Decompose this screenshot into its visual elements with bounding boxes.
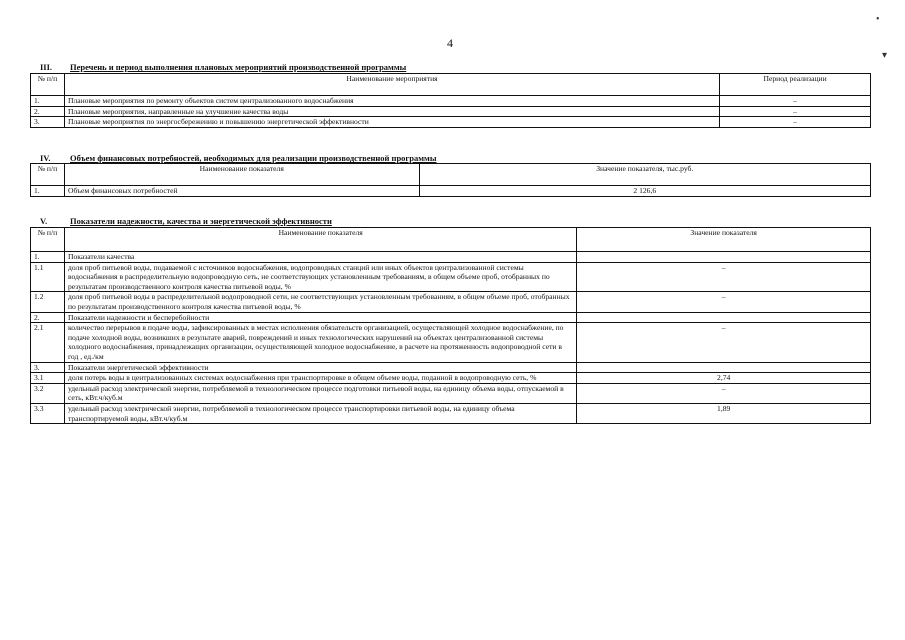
scan-speck: ▾ <box>882 50 888 61</box>
row-value: – <box>577 262 871 292</box>
row-name: Показатели надежности и бесперебойности <box>64 312 576 323</box>
section-3-title <box>40 62 406 72</box>
section-heading: Объем финансовых потребностей, необходимых для реализации производственной программы <box>70 153 437 163</box>
header-no: № п/п <box>31 228 65 252</box>
header-value: Значение показателя, тыс.руб. <box>419 164 870 186</box>
row-no: 3. <box>31 117 65 128</box>
row-value <box>577 362 871 373</box>
row-value: 1,89 <box>577 403 871 423</box>
section-number: III. <box>40 62 53 72</box>
table-row <box>31 292 871 312</box>
table-row <box>31 403 871 423</box>
row-value: – <box>577 323 871 362</box>
table-row <box>31 312 871 323</box>
table-row <box>31 323 871 362</box>
indicators-table <box>30 227 871 424</box>
activities-table <box>30 73 871 128</box>
finance-table <box>30 163 871 197</box>
section-heading: Показатели надежности, качества и энергетической эффективности <box>70 216 332 226</box>
row-no: 1. <box>31 96 65 107</box>
table-row <box>31 106 871 117</box>
row-name: удельный расход электрической энергии, потребляемой в технологическом процессе транспортировки питьевой воды, на единицу объема транспортируемой воды, кВт.ч/куб.м <box>64 403 576 423</box>
row-no: 1.1 <box>31 262 65 292</box>
row-no: 3.1 <box>31 373 65 384</box>
row-no: 1. <box>31 252 65 263</box>
section-heading: Перечень и период выполнения плановых мероприятий производственной программы <box>70 62 407 72</box>
row-period: – <box>720 96 871 107</box>
row-no: 3.3 <box>31 403 65 423</box>
row-name: Показатели качества <box>64 252 576 263</box>
header-name: Наименование показателя <box>64 164 419 186</box>
row-no: 3.2 <box>31 383 65 403</box>
row-value: – <box>577 383 871 403</box>
table-row <box>31 262 871 292</box>
row-no: 2.1 <box>31 323 65 362</box>
header-no: № п/п <box>31 164 65 186</box>
table-row <box>31 96 871 107</box>
row-name: Плановые мероприятия по энергосбережению и повышению энергетической эффективности <box>64 117 719 128</box>
table-row <box>31 383 871 403</box>
row-value: – <box>577 292 871 312</box>
row-value: 2,74 <box>577 373 871 384</box>
row-period: – <box>720 106 871 117</box>
page-number: 4 <box>447 36 453 50</box>
row-name: Показатели энергетической эффективности <box>64 362 576 373</box>
table-row <box>31 373 871 384</box>
row-name: Плановые мероприятия, направленные на улучшение качества воды <box>64 106 719 117</box>
row-name: количество перерывов в подаче воды, зафиксированных в местах исполнения обязательств организацией, осуществляющей холодное водоснабжение, по подаче холодной воды, возникших в результате аварий, повреждений и иных технологических нарушений на объектах централизованной системы холодного водоснабжения, принадлежащих организации, осуществляющей холодное водоснабжение, в расчете на протяженность водопроводной сети в год , ед./км <box>64 323 576 362</box>
table-row <box>31 252 871 263</box>
row-name: доля проб питьевой воды, подаваемой с источников водоснабжения, водопроводных станций или иных объектов централизованной системы водоснабжения в распределительную водопроводную сеть, не соответствующих установленным требованиям, в общем объеме проб, отобранных по результатам производственного контроля качества питьевой воды, % <box>64 262 576 292</box>
section-number: IV. <box>40 153 51 163</box>
row-name: доля потерь воды в централизованных системах водоснабжения при транспортировке в общем объеме воды, поданной в водопроводную сеть, % <box>64 373 576 384</box>
row-no: 1. <box>31 186 65 197</box>
table-row <box>31 117 871 128</box>
header-name: Наименование показателя <box>64 228 576 252</box>
section-5-title <box>40 216 332 226</box>
section-number: V. <box>40 216 48 226</box>
table-row <box>31 186 871 197</box>
row-no: 1.2 <box>31 292 65 312</box>
table-row <box>31 362 871 373</box>
scan-speck: • <box>876 14 880 25</box>
header-period: Период реализации <box>720 74 871 96</box>
header-name: Наименование мероприятия <box>64 74 719 96</box>
row-name: удельный расход электрической энергии, потребляемой в технологическом процессе подготовки питьевой воды, на единицу объема воды, отпускаемой в сеть, кВт.ч/куб.м <box>64 383 576 403</box>
header-no: № п/п <box>31 74 65 96</box>
row-value <box>577 252 871 263</box>
row-name: Объем финансовых потребностей <box>64 186 419 197</box>
row-value <box>577 312 871 323</box>
row-no: 2. <box>31 312 65 323</box>
row-period: – <box>720 117 871 128</box>
row-no: 3. <box>31 362 65 373</box>
row-name: Плановые мероприятия по ремонту объектов систем централизованного водоснабжения <box>64 96 719 107</box>
row-name: доля проб питьевой воды в распределительной водопроводной сети, не соответствующих установленным требованиям, в общем объеме проб, отобранных по результатам производственного контроля качества питьевой воды, % <box>64 292 576 312</box>
section-4-title <box>40 153 436 163</box>
row-value: 2 126,6 <box>419 186 870 197</box>
row-no: 2. <box>31 106 65 117</box>
header-value: Значение показателя <box>577 228 871 252</box>
